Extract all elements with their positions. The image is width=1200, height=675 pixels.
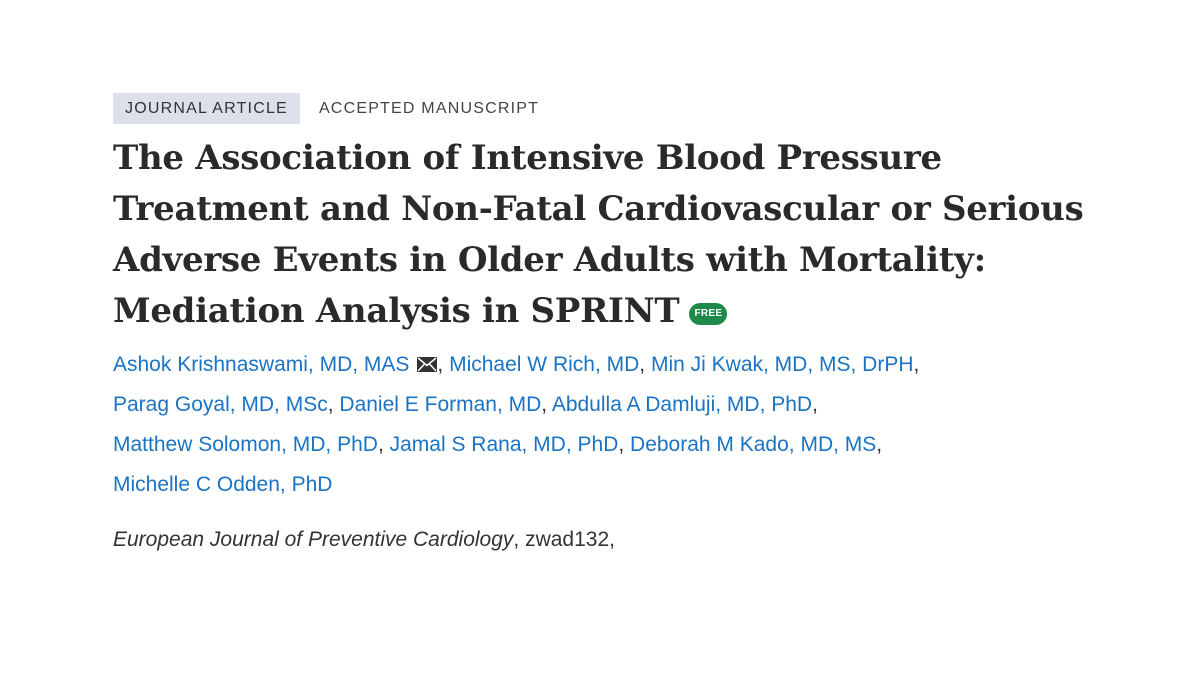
author-link[interactable]: Parag Goyal, MD, MSc	[113, 393, 328, 416]
author-separator: ,	[618, 433, 631, 456]
citation	[113, 525, 1113, 555]
article-id: zwad132,	[525, 528, 615, 551]
citation-separator: ,	[513, 528, 526, 551]
author-separator: ,	[639, 353, 651, 376]
author-separator: ,	[541, 393, 552, 416]
mail-icon[interactable]	[417, 357, 437, 372]
author-link[interactable]: Ashok Krishnaswami, MD, MAS	[113, 353, 410, 376]
author-separator: ,	[377, 433, 390, 456]
journal-article-tag: JOURNAL ARTICLE	[113, 93, 300, 124]
author-list	[113, 345, 1113, 505]
author-link[interactable]: Min Ji Kwak, MD, MS, DrPH	[650, 353, 914, 376]
author-link[interactable]: Michelle C Odden, PhD	[113, 473, 333, 496]
author-link[interactable]: Daniel E Forman, MD	[339, 393, 542, 416]
author-link[interactable]: Michael W Rich, MD	[449, 353, 640, 376]
accepted-manuscript-tag: ACCEPTED MANUSCRIPT	[318, 100, 540, 117]
article-title	[113, 133, 1113, 337]
journal-name[interactable]: European Journal of Preventive Cardiology	[113, 528, 514, 551]
author-separator: ,	[913, 353, 920, 376]
free-access-badge: FREE	[689, 303, 727, 325]
author-link[interactable]: Matthew Solomon, MD, PhD	[113, 433, 378, 456]
article-type-tags	[113, 93, 1113, 124]
article-header	[113, 93, 1113, 555]
author-separator: ,	[876, 433, 883, 456]
author-separator: ,	[812, 393, 818, 416]
title-line: Treatment and Non-Fatal Cardiovascular or Serious	[113, 189, 1084, 229]
author-link[interactable]: Abdulla A Damluji, MD, PhD	[551, 393, 813, 416]
author-separator: ,	[327, 393, 340, 416]
author-link[interactable]: Jamal S Rana, MD, PhD	[389, 433, 619, 456]
title-line: Mediation Analysis in SPRINT	[113, 291, 680, 331]
title-line: The Association of Intensive Blood Pressure	[113, 138, 942, 178]
title-line: Adverse Events in Older Adults with Mortality:	[113, 240, 986, 280]
author-separator: ,	[437, 353, 450, 376]
author-link[interactable]: Deborah M Kado, MD, MS	[630, 433, 877, 456]
